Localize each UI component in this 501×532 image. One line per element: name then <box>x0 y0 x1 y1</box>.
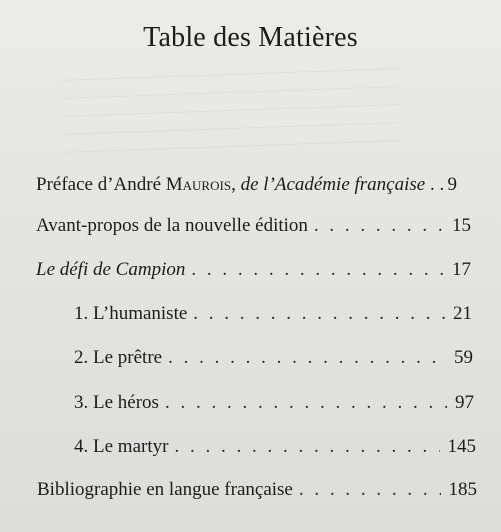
dot-leader <box>299 479 441 501</box>
page-number: 17 <box>452 259 471 280</box>
dot-leader <box>193 303 445 325</box>
chapter-title: Le héros <box>93 392 159 413</box>
page-number: 59 <box>454 347 473 368</box>
trailing-dots: . . <box>425 174 445 195</box>
toc-entry-chapter-3 <box>74 392 474 414</box>
toc-entry-chapter-4 <box>74 436 476 458</box>
page-number: 145 <box>447 436 476 457</box>
toc-entry-label: Le défi de Campion <box>36 259 186 280</box>
dot-leader <box>165 392 447 414</box>
toc-entry-label <box>74 392 159 414</box>
toc-entry-preface <box>36 174 457 196</box>
toc-entry-chapter-1 <box>74 303 472 325</box>
toc-entry-label <box>36 174 444 196</box>
page-number: 97 <box>455 392 474 413</box>
chapter-title: L’humaniste <box>93 303 188 324</box>
page-number: 9 <box>447 174 457 195</box>
chapter-number: 4. <box>74 436 89 457</box>
chapter-number: 2. <box>74 347 89 368</box>
toc-entry-chapter-2 <box>74 347 473 369</box>
toc-entry-defi <box>36 259 471 281</box>
page-number: 21 <box>453 303 472 324</box>
author-affiliation: de l’Académie française <box>240 174 426 195</box>
toc-entry-label <box>74 436 168 458</box>
dot-leader <box>314 215 444 237</box>
toc-entry-avant-propos <box>36 215 471 237</box>
toc-entry-label <box>74 303 187 325</box>
chapter-title: Le prêtre <box>93 347 163 368</box>
page-number: 185 <box>448 479 477 500</box>
separator: , <box>231 174 241 195</box>
dot-leader <box>174 436 439 458</box>
toc-entry-label: Avant-propos de la nouvelle édition <box>36 215 308 236</box>
dot-leader <box>191 259 444 281</box>
chapter-number: 1. <box>74 303 89 324</box>
toc-entry-label: Bibliographie en langue française <box>37 479 293 500</box>
toc-entry-bibliographie <box>37 479 477 501</box>
show-through-text <box>60 54 400 161</box>
chapter-number: 3. <box>74 392 89 413</box>
dot-leader <box>168 347 446 369</box>
page-title: Table des Matières <box>143 22 358 53</box>
toc-entry-label <box>74 347 162 369</box>
page-number: 15 <box>452 215 471 236</box>
preface-text: Préface d’André <box>36 174 166 195</box>
author-name: Maurois <box>165 174 232 195</box>
chapter-title: Le martyr <box>93 436 169 457</box>
